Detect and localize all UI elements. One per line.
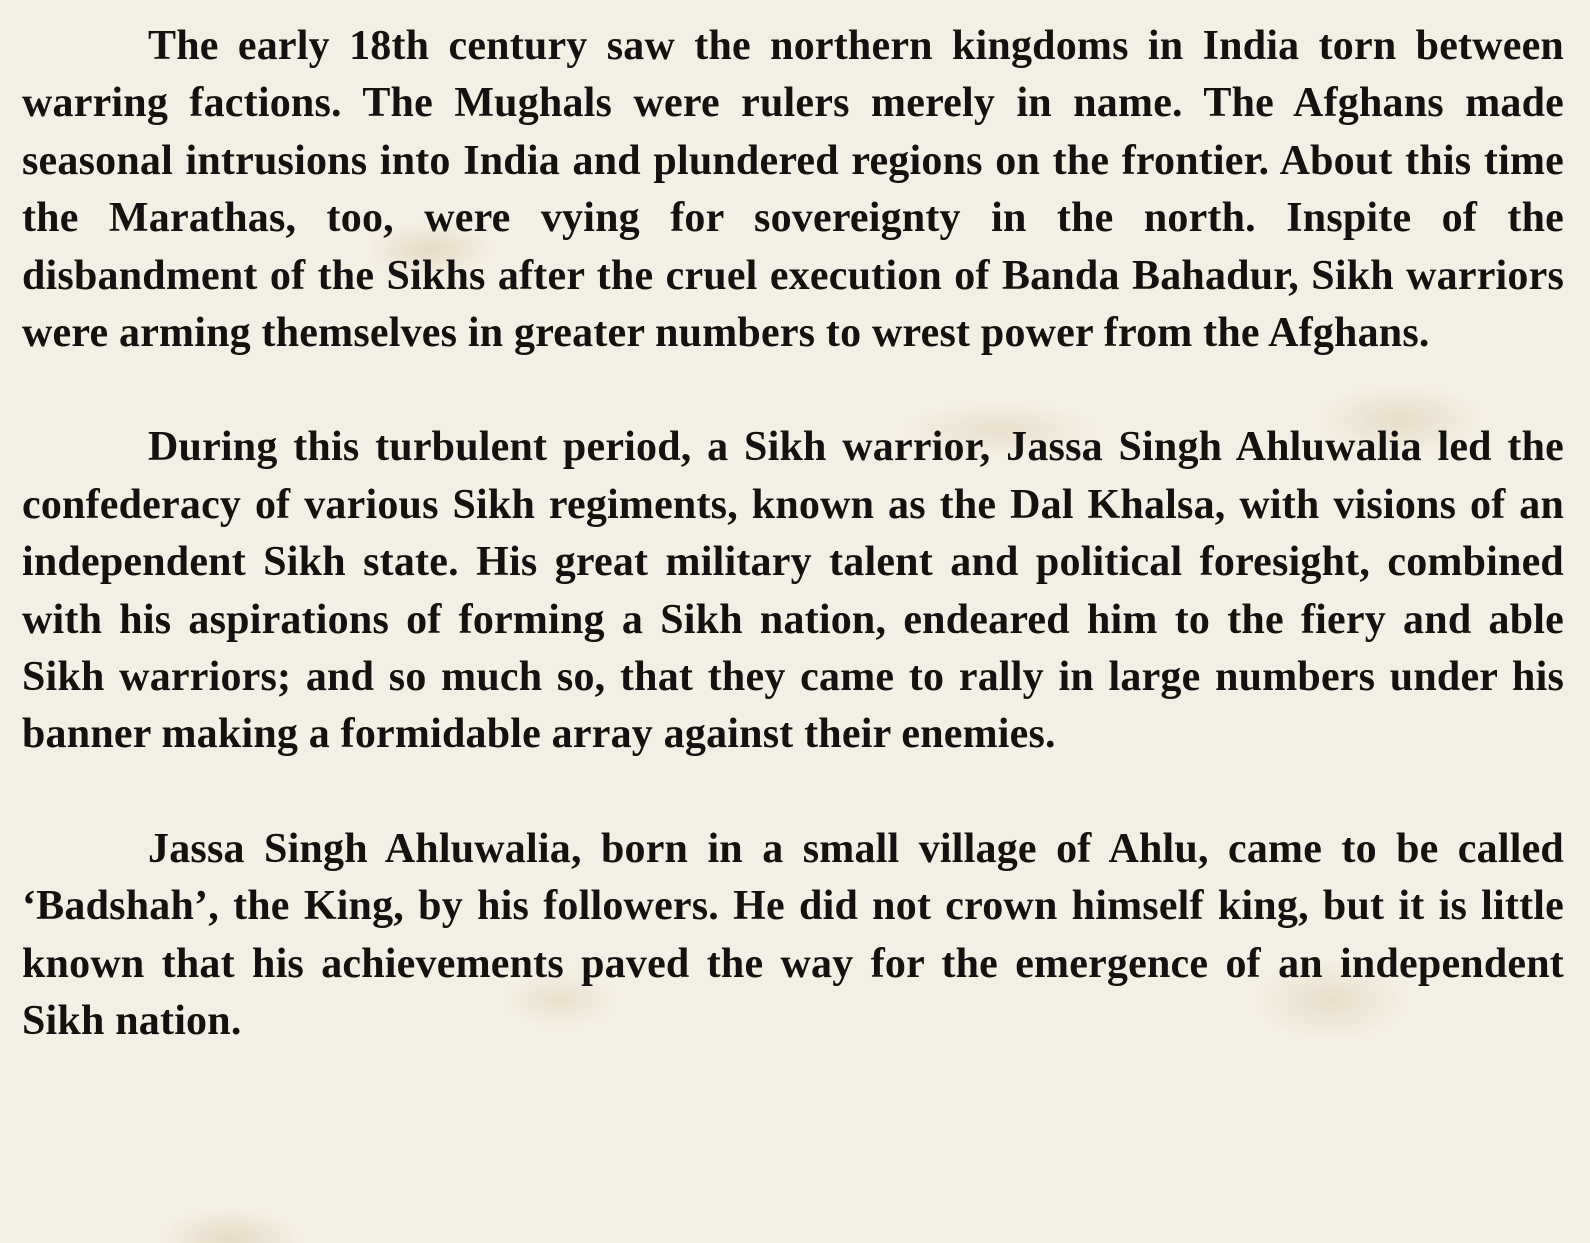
paragraph-3: Jassa Singh Ahluwalia, born in a small village of Ahlu, came to be called ‘Badshah’, the King, by his followers. He did not crown himself king, but it is little known that his achievements paved the way for the emergence of an independent Sikh nation.	[22, 825, 1564, 1045]
article-body	[22, 18, 1564, 1051]
paragraph-2: During this turbulent period, a Sikh warrior, Jassa Singh Ahluwalia led the confederacy of various Sikh regiments, known as the Dal Khalsa, with visions of an independent Sikh state. His great military talent and political foresight, combined with his aspirations of forming a Sikh nation, endeared him to the fiery and able Sikh warriors; and so much so, that they came to rally in large numbers under his banner making a formidable array against their enemies.	[22, 424, 1564, 758]
paragraph-1: The early 18th century saw the northern kingdoms in India torn between warring factions. The Mughals were rulers merely in name. The Afghans made seasonal intrusions into India and plundered regions on the frontier. About this time the Marathas, too, were vying for sovereignty in the north. Inspite of the disbandment of the Sikhs after the cruel execution of Banda Bahadur, Sikh warriors were arming themselves in greater numbers to wrest power from the Afghans.	[22, 23, 1564, 357]
